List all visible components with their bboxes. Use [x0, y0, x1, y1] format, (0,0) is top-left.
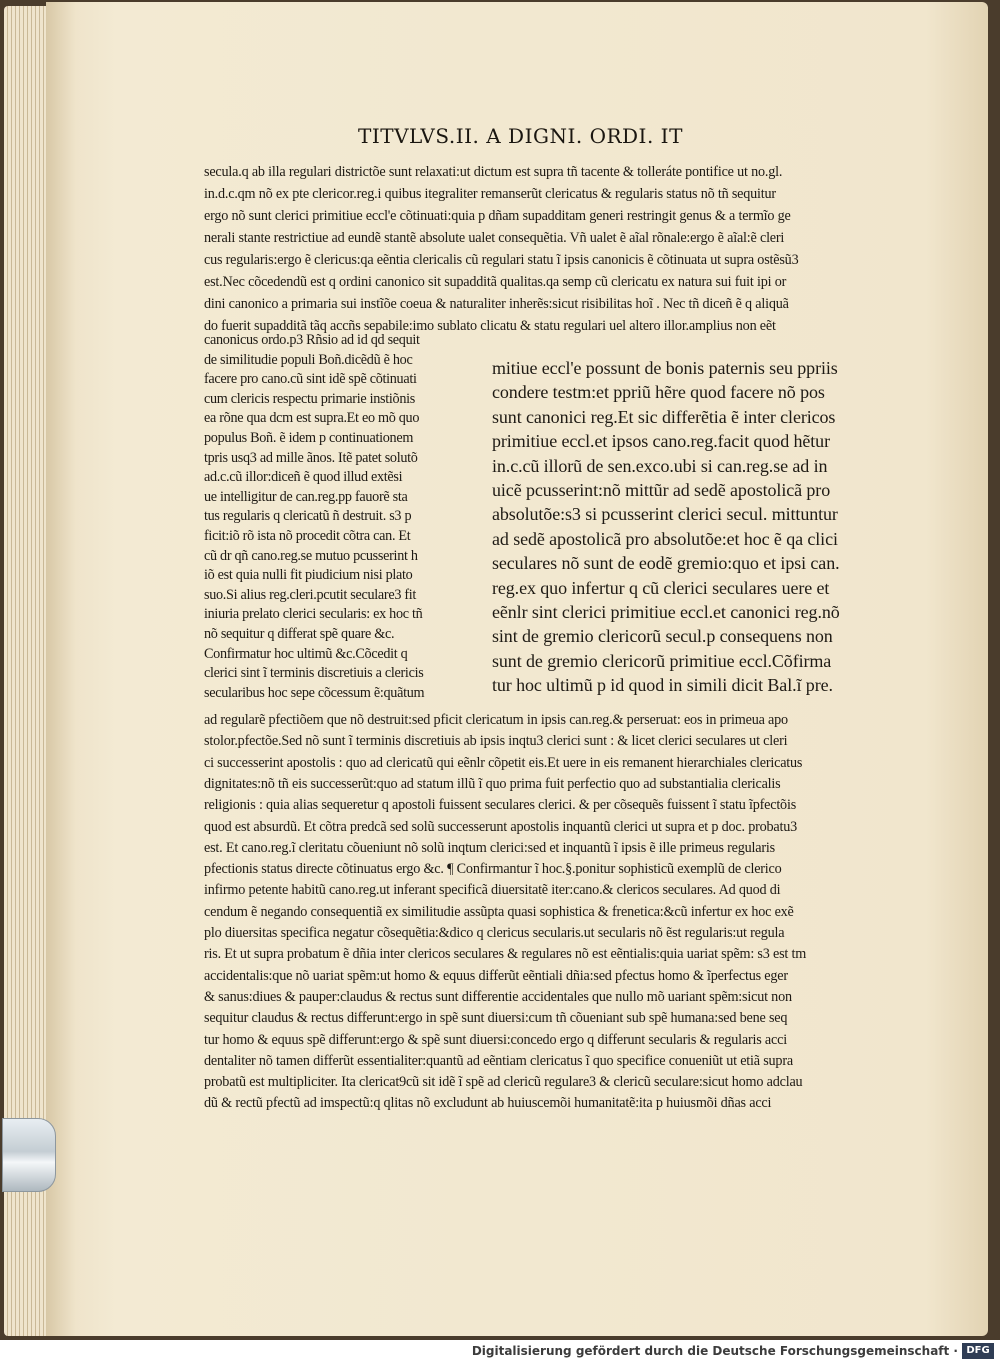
text-line: probatũ est multipliciter. Ita clericat9cũ sit idẽ ĩ spẽ ad clericũ regulare3 & clericũ seculare:sicut homo adclau [204, 1074, 803, 1091]
text-line: accidentalis:que nõ uariat spẽm:ut homo & equus differũt eẽntiali dñia:sed pfectus homo & ĩperfectus eger [204, 967, 788, 984]
text-line: est.Nec cõcedendũ est q ordini canonico sit supadditã qualitas.qa semp cũ clericatu ex natura sui fuit ipi or [204, 274, 787, 290]
text-line: reg.ex quo infertur q cũ clerici seculares uere et [492, 577, 830, 598]
text-line: mitiue eccl'e possunt de bonis paternis seu ppriis [492, 358, 838, 378]
text-line: in.c.cũ illorũ de sen.exco.ubi si can.reg.se ad in [492, 455, 828, 476]
text-line: primitiue eccl.et ipsos cano.reg.facit quod hẽtur [492, 431, 830, 452]
text-line: dũ & rectũ pfectũ ad imspectũ:q qlitas nõ excludunt ab huiuscemõi humanitatẽ:ita p huiusmõi dñas acci [204, 1095, 772, 1112]
text-line: Confirmatur hoc ultimũ &c.Cõcedit q [204, 645, 408, 662]
text-line: religionis : quia alias sequeretur q apostoli fuissent seculares clerici. & per cõsequẽs fuissent ĩ statu ĩpfectõis [204, 797, 797, 814]
show-through-text [492, 688, 902, 702]
text-line: tpris usq3 ad mille ãnos. Itẽ patet solutõ [204, 449, 418, 466]
text-line: infirmo petente habitũ cano.reg.ut inferant specificã diuersitatẽ iter:cano.& clericos seculares. Ad quod di [204, 882, 781, 899]
text-line: dignitates:nõ tñ eis successerũt:quo ad statum illũ ĩ quo prima fuit perfectio quo ad substantialia clericalis [204, 775, 781, 792]
show-through-text [808, 893, 908, 907]
text-line: quod est absurdũ. Et cõtra predcã sed solũ successerunt apostolis inquantũ clerici ut supra et p doc. probatu3 [204, 818, 798, 835]
text-line: iõ est quia nulli fit piudicium nisi plato [204, 567, 413, 584]
text-line: nõ sequitur q differat spẽ quare &c. [204, 626, 395, 642]
text-line: de similitudie populi Boñ.dicẽdũ ẽ hoc [204, 351, 413, 368]
text-line: sequitur claudus & rectus differunt:ergo in spẽ sunt diuersi:cum tñ cõueniant sub spẽ humana:sed bene seq [204, 1010, 788, 1027]
text-line: ci successerint apostolis : quo ad clericatũ qui eẽnlr cõpetit eis.Et uere in eis remanent hierarchiales clericatus [204, 754, 803, 771]
text-line: iniuria prelato clerici secularis: ex hoc tñ [204, 606, 423, 623]
text-line: cũ dr qñ cano.reg.se mutuo pcusserint h [204, 547, 418, 564]
text-line: eẽnlr sint clerici primitiue eccl.et canonici reg.nõ [492, 602, 840, 622]
text-line: seculares nõ sunt de eodẽ gremio:quo et ipsi can. [492, 553, 840, 574]
text-line: canonicus ordo.p3 Rñsio ad id qd sequit [204, 332, 420, 348]
text-line: ue intelligitur de can.reg.pp fauorẽ sta [204, 488, 408, 505]
text-line: ad sedẽ apostolicã pro absolutõe:et hoc ẽ qa clici [492, 528, 838, 549]
text-line: sint de gremio clericorũ secul.p consequens non [492, 626, 833, 647]
text-line: ergo nõ sunt clerici primitiue eccl'e cõtinuati:quia p dñam supadditam generi restringit genus & a termĩo ge [204, 208, 791, 224]
text-line: ris. Et ut supra probatum ẽ dñia inter clericos seculares & regulares nõ est eẽntialis:quia uariat spẽm: s3 est tm [204, 946, 807, 963]
text-line: populus Boñ. ẽ idem p continuationem [204, 430, 414, 446]
show-through-text [204, 1094, 904, 1110]
text-line: tus regularis q clericatũ ñ destruit. s3 p [204, 508, 412, 525]
text-line: sunt canonici reg.Et sic differẽtia ẽ inter clericos [492, 406, 836, 427]
text-line: suo.Si alius reg.cleri.pcutit seculare3 fit [204, 586, 417, 603]
text-line: absolutõe:s3 si pcusserint clerici secul. mittuntur [492, 504, 838, 525]
text-line: stolor.pfectõe.Sed nõ sunt ĩ terminis discretiuis ab ipsis inqtu3 clerici sunt : & licet clerici seculares ut cleri [204, 733, 788, 750]
text-line: est. Et cano.reg.ĩ cleritatu cõueniunt nõ solũ inqtum clerici:sed et inquantũ ĩ ipsis ẽ ille primeus regularis [204, 839, 775, 856]
text-line: uicẽ pcusserint:nõ mittũr ad sedẽ apostolicã pro [492, 480, 831, 500]
dfg-logo: DFG [962, 1343, 994, 1359]
text-line: in.d.c.qm nõ ex pte clericor.reg.i quibus itegraliter remanserũt clericatus & regularis status nõ tñ sequitur [204, 186, 776, 202]
text-line: ea rõne qua dcm est supra.Et eo mõ quo [204, 410, 420, 427]
text-line: dentaliter nõ tamen differũt essentialiter:quantũ ad eẽntiam clericatus ĩ quo specifice conueniũt ut etiã supra [204, 1052, 793, 1069]
text-line: condere testm:et ppriũ hẽre quod facere nõ pos [492, 382, 825, 403]
text-line: sunt de gremio clericorũ primitiue eccl.Cõfirma [492, 650, 832, 671]
text-line: cus regularis:ergo ẽ clericus:qa eẽntia clericalis cũ regulari statu ĩ ipsis canonicis ẽ cõtinuata ut supra ostẽsũ3 [204, 252, 799, 268]
text-line: pfectionis status directe cõtinuatus ergo &c. ¶ Confirmantur ĩ hoc.§.ponitur sophisticũ exemplũ de clerico [204, 861, 782, 878]
running-title: TITVLVS.II. A DIGNI. ORDI. IT [358, 124, 683, 148]
text-line: secula.q ab illa regulari districtõe sunt relaxati:ut dictum est supra tñ tacente & tolleráte pontifice ut no.gl. [204, 164, 783, 180]
footer-credit: Digitalisierung gefördert durch die Deutsche Forschungsgemeinschaft · [471, 1344, 958, 1358]
text-line: ad regularẽ pfectiõem que nõ destruit:sed pficit clericatum in ipsis can.reg.& perseruat: eos in primeua apo [204, 712, 788, 728]
footer-bar [0, 1340, 1000, 1362]
text-line: facere pro cano.cũ sint idẽ spẽ cõtinuati [204, 371, 417, 388]
text-line: ad.c.cũ illor:diceñ ẽ quod illud extẽsi [204, 469, 403, 486]
page-clip [2, 1118, 56, 1192]
text-line: tur hoc ultimũ p id quod in simili dicit Bal.ĩ pre. [492, 675, 833, 696]
text-line: plo diuersitas specifica negatur cõsequẽtia:&dico q clericus secularis.ut secularis nõ ẽst regularis:ut regula [204, 925, 785, 941]
text-line: do fuerit supadditã tãq accñs sepabile:imo sublato clicatu & statu regulari uel altero illor.amplius non eẽt [204, 318, 776, 334]
text-line: ficit:iõ rõ ista nõ procedit cõtra can. Et [204, 528, 411, 544]
text-line: secularibus hoc sepe cõcessum ẽ:quãtum [204, 684, 425, 701]
text-line: & sanus:diues & pauper:claudus & rectus sunt differentie accidentales que nullo mõ uariant spẽm:sicut non [204, 988, 792, 1005]
text-line: nerali stante restrictiue ad eundẽ stantẽ absolute ualet consequẽtia. Vñ ualet ẽ aĩal rõnale:ergo ẽ aĩal:ẽ cleri [204, 230, 785, 246]
text-line: cendum ẽ negando consequentiã ex similitudie assũpta quasi sophistica & frenetica:&cũ infertur ex hoc exẽ [204, 903, 794, 920]
text-line: cum clericis respectu primarie instiõnis [204, 390, 415, 407]
text-line: dini canonico a primaria sui instĩõe coeua & naturaliter inherẽs:sicut risibilitas hoĩ . Nec tñ diceñ ẽ q aliquã [204, 296, 789, 312]
text-line: clerici sint ĩ terminis discretiuis a clericis [204, 665, 424, 682]
text-line: tur homo & equus spẽ differunt:ergo & spẽ sunt diuersi:concedo ergo q differunt secularis & regularis acci [204, 1031, 787, 1048]
